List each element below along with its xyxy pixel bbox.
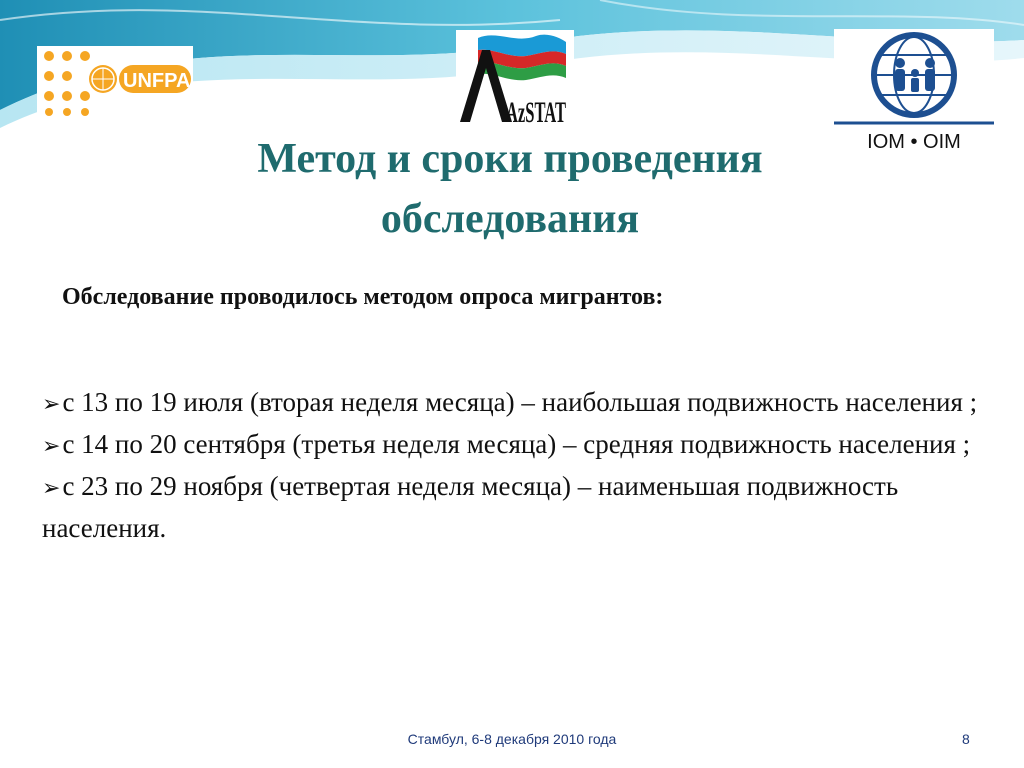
arrow-bullet-icon: ➢ xyxy=(42,475,61,500)
azstat-logo xyxy=(456,30,574,128)
arrow-bullet-icon: ➢ xyxy=(42,433,61,458)
bullet-item xyxy=(42,424,992,466)
bullet-text: с 13 по 19 июля (вторая неделя месяца) – наибольшая подвижность населения ; xyxy=(62,387,978,417)
slide-title-line-2: обследования xyxy=(380,196,640,242)
bullet-text: с 23 по 29 ноября (четвертая неделя месяца) – наименьшая подвижность населения. xyxy=(42,471,899,543)
footer-text: Стамбул, 6-8 декабря 2010 года xyxy=(407,731,617,747)
iom-logo-text: IOM • OIM xyxy=(867,131,961,153)
azstat-logo-text: AzSTAT xyxy=(506,96,566,129)
unfpa-logo-text: UNFPA xyxy=(123,70,191,92)
bullet-item xyxy=(42,466,992,548)
unfpa-logo xyxy=(37,46,193,118)
arrow-bullet-icon: ➢ xyxy=(42,391,61,416)
bullet-item xyxy=(42,382,992,424)
page-number: 8 xyxy=(962,731,970,747)
intro-text: Обследование проводилось методом опроса мигрантов: xyxy=(62,284,664,310)
slide-title-line-1: Метод и сроки проведения xyxy=(257,136,763,182)
bullet-list xyxy=(42,382,992,548)
bullet-text: с 14 по 20 сентября (третья неделя месяца) – средняя подвижность населения ; xyxy=(62,429,971,459)
